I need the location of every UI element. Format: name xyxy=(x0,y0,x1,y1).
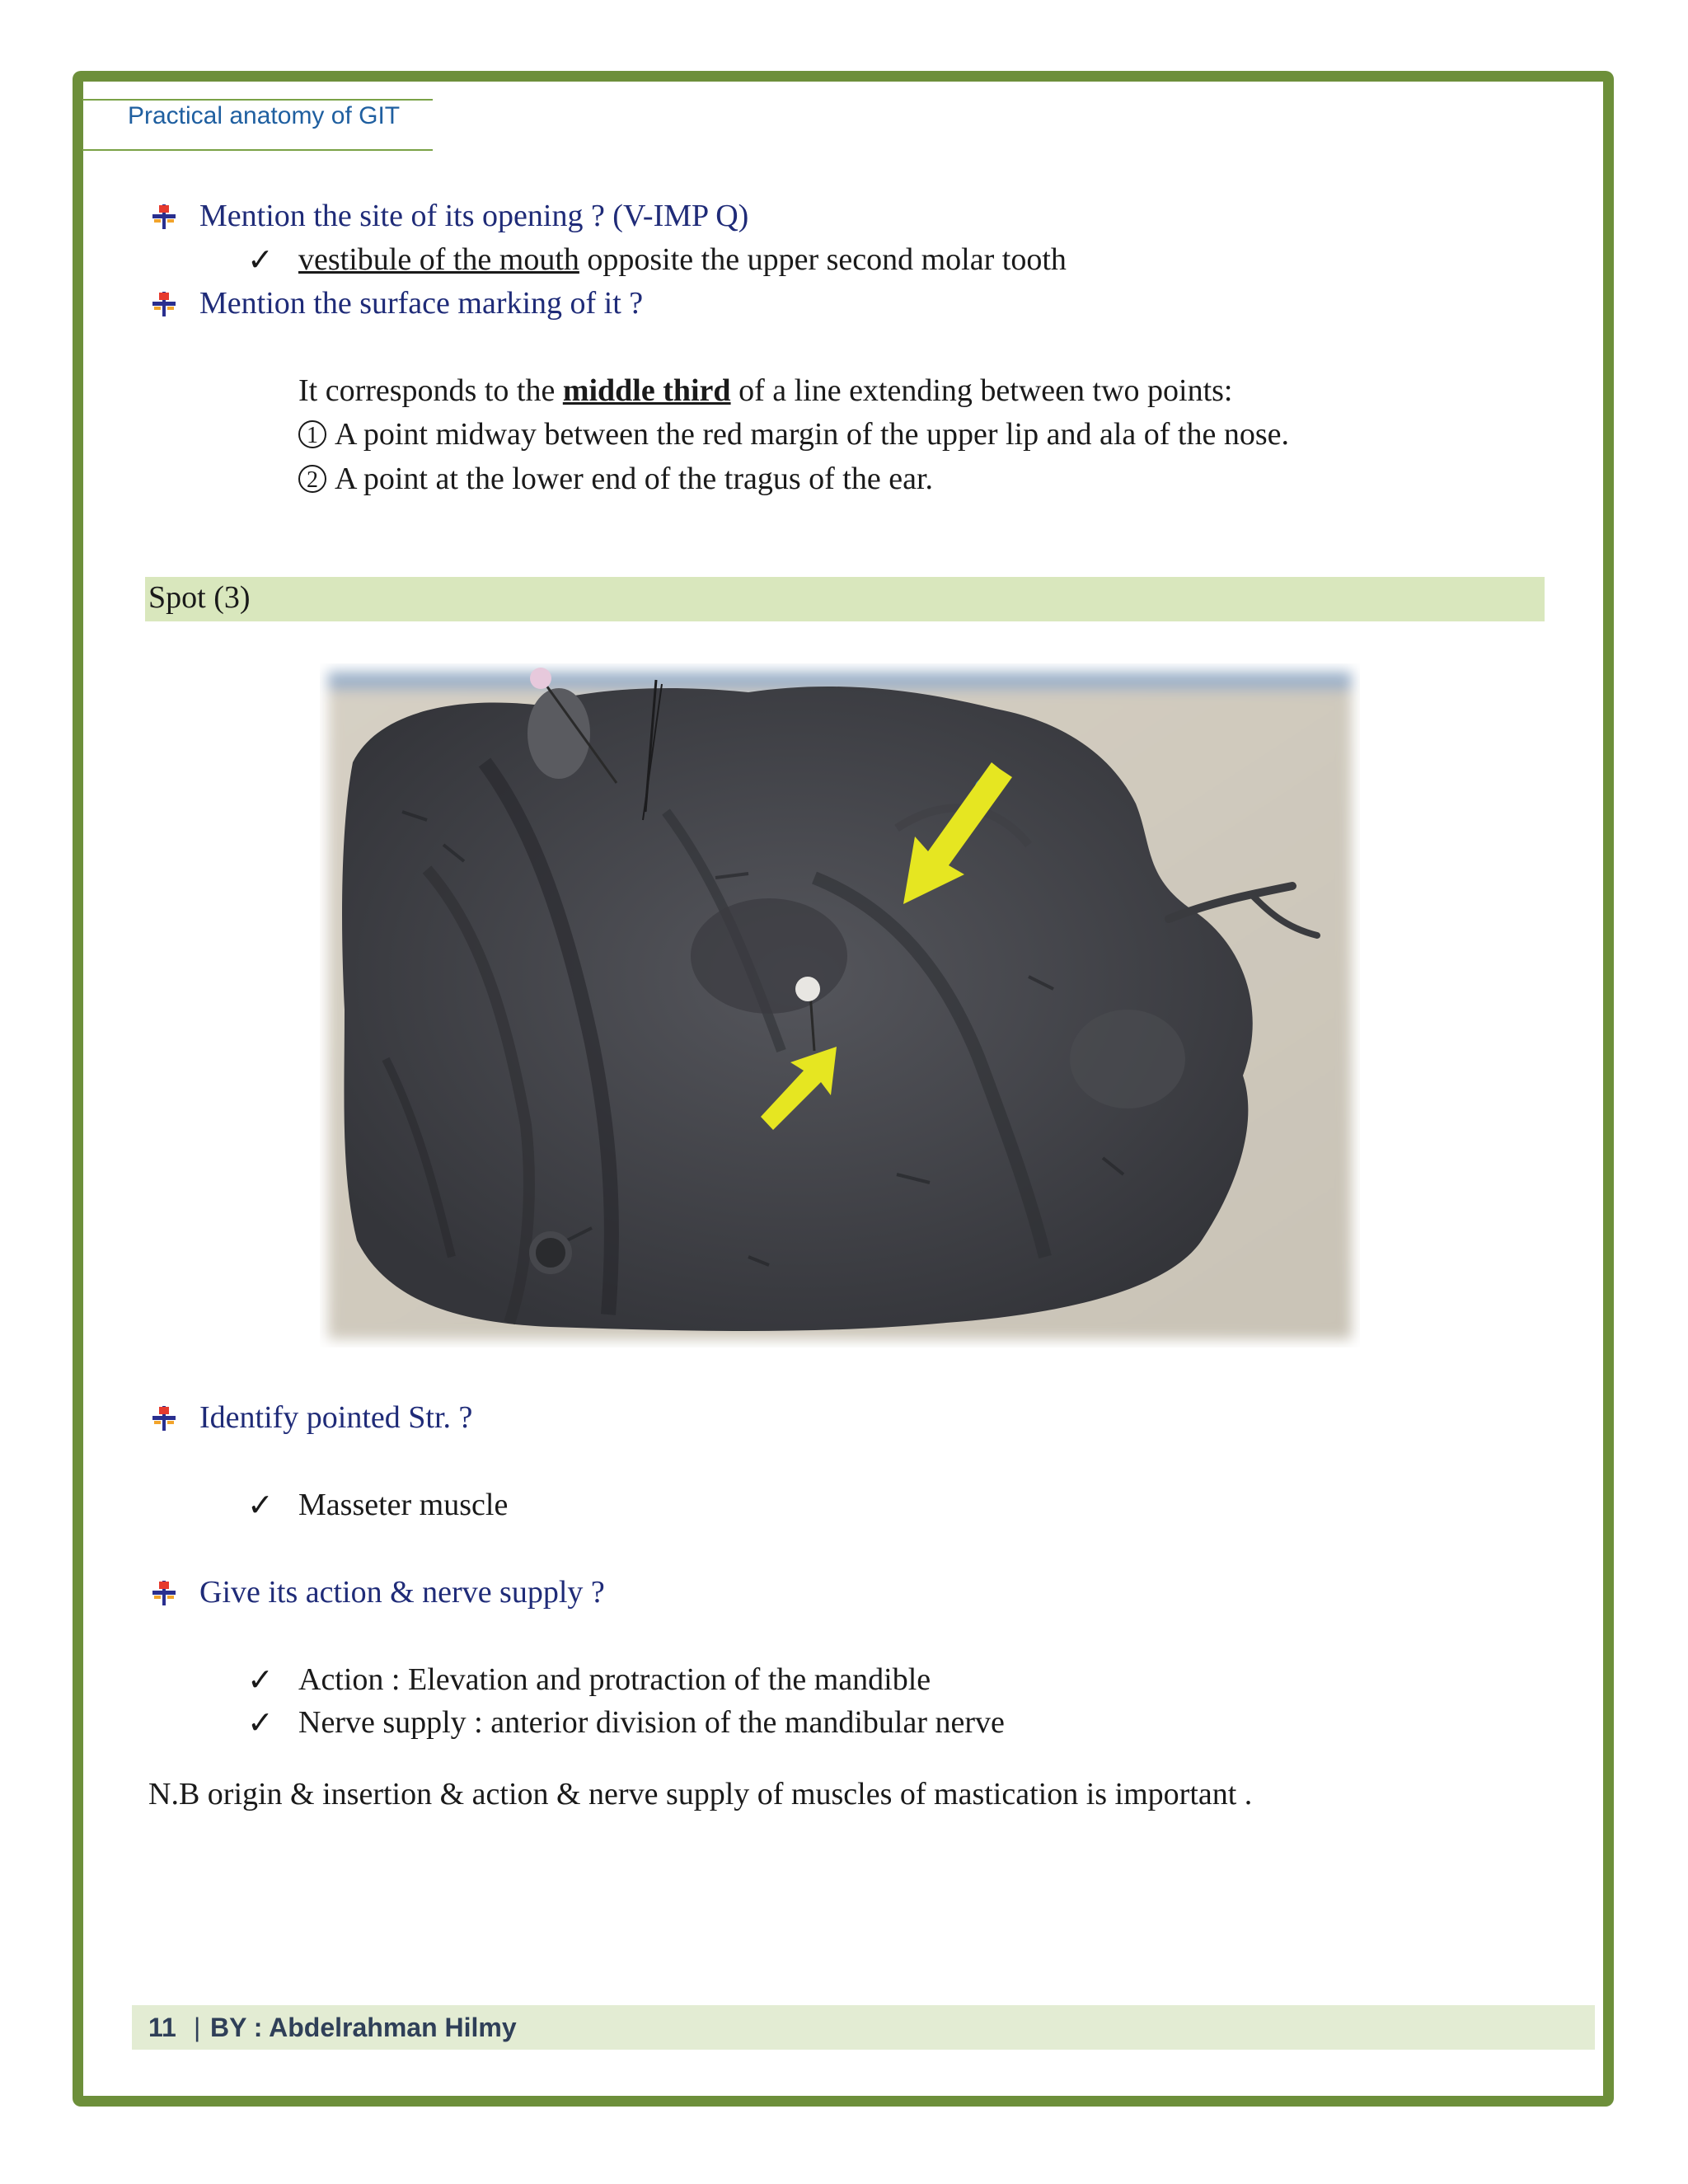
footer-author: BY : Abdelrahman Hilmy xyxy=(210,2013,517,2042)
footer xyxy=(132,2005,1595,2050)
footer-separator: | xyxy=(194,2013,201,2042)
checkmark-icon: ✓ xyxy=(247,1706,274,1741)
point-1-text: A point midway between the red margin of the upper lip and ala of the nose. xyxy=(335,417,1289,452)
answer-text: Masseter muscle xyxy=(298,1488,509,1522)
plus-arrow-icon xyxy=(150,203,178,231)
answer-text: Nerve supply : anterior division of the mandibular nerve xyxy=(298,1705,1005,1740)
point-2-text: A point at the lower end of the tragus of the ear. xyxy=(335,462,934,496)
question-text: Identify pointed Str. ? xyxy=(199,1400,473,1435)
answer-rest: opposite the upper second molar tooth xyxy=(579,242,1067,277)
surface-point-2 xyxy=(298,461,933,497)
specimen-photo xyxy=(320,663,1360,1347)
plus-arrow-icon xyxy=(150,1404,178,1432)
question-text: Mention the site of its opening ? (V-IMP Q) xyxy=(199,199,749,233)
surface-marking-intro xyxy=(298,373,1232,409)
circled-number-2: 2 xyxy=(298,465,326,493)
question-text: Mention the surface marking of it ? xyxy=(199,286,644,321)
answer-underlined: vestibule of the mouth xyxy=(298,242,579,277)
page-number: 11 xyxy=(148,2013,176,2042)
surface-point-1 xyxy=(298,416,1289,452)
checkmark-icon: ✓ xyxy=(247,243,274,278)
header-rule-top xyxy=(82,99,433,101)
intro-after: of a line extending between two points: xyxy=(730,373,1233,408)
checkmark-icon: ✓ xyxy=(247,1488,274,1523)
header-rule-bottom xyxy=(82,149,433,151)
note: N.B origin & insertion & action & nerve supply of muscles of mastication is important . xyxy=(148,1777,1253,1811)
intro-before: It corresponds to the xyxy=(298,373,563,408)
question-text: Give its action & nerve supply ? xyxy=(199,1575,605,1610)
circled-number-1: 1 xyxy=(298,420,326,448)
plus-arrow-icon xyxy=(150,1579,178,1607)
answer-text xyxy=(298,241,1067,278)
spot-heading: Spot (3) xyxy=(145,577,1545,621)
answer-text: Action : Elevation and protraction of the mandible xyxy=(298,1662,931,1697)
intro-emphasis: middle third xyxy=(562,373,731,408)
header-title: Practical anatomy of GIT xyxy=(128,102,401,129)
plus-arrow-icon xyxy=(150,290,178,318)
checkmark-icon: ✓ xyxy=(247,1663,274,1698)
